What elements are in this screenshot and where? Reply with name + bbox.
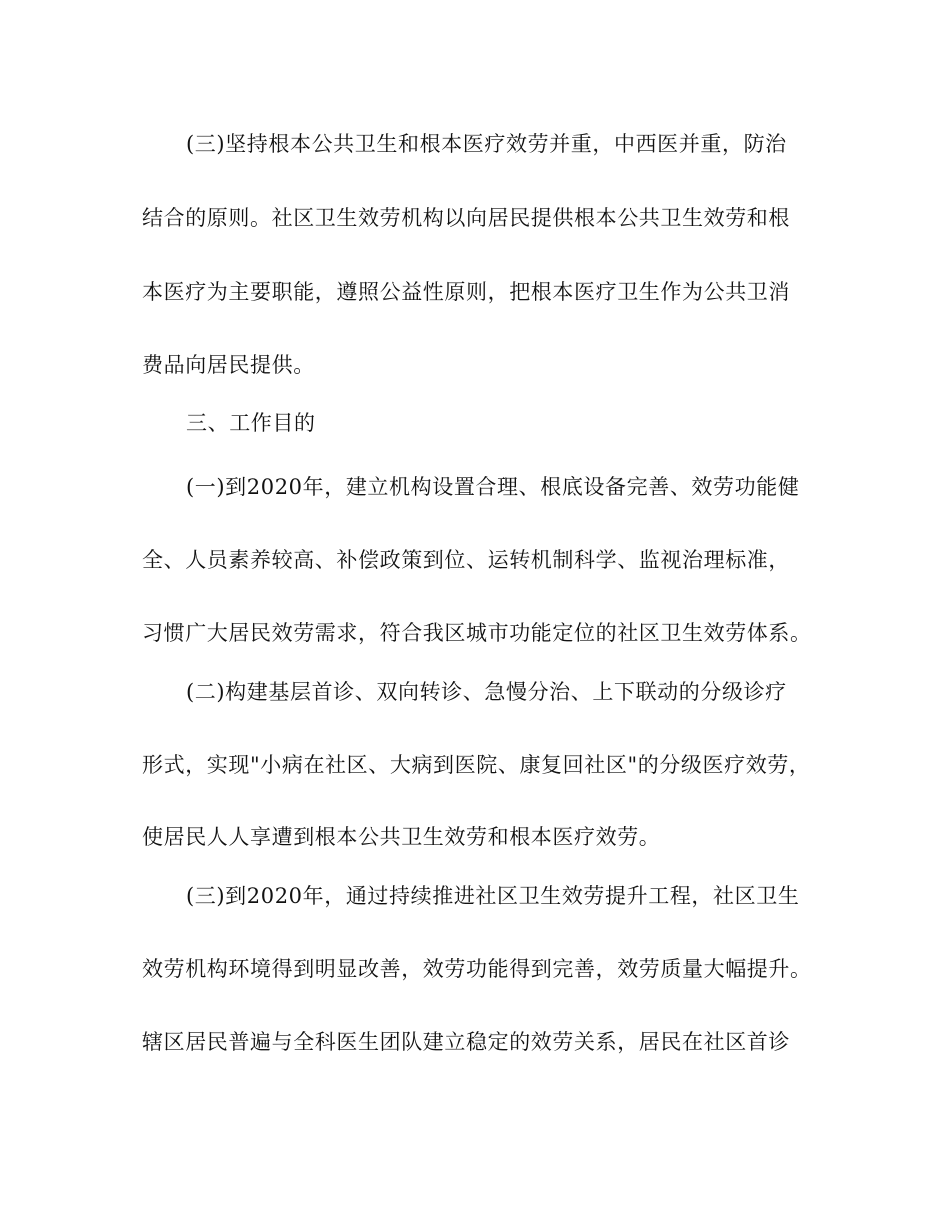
paragraph-line: 全、人员素养较高、补偿政策到位、运转机制科学、监视治理标准， [142,548,790,572]
paragraph-line: (三)坚持根本公共卫生和根本医疗效劳并重，中西医并重，防治 [186,132,787,156]
paragraph-line: (一)到2020年，建立机构设置合理、根底设备完善、效劳功能健 [186,475,800,499]
paragraph-line: 辖区居民普遍与全科医生团队建立稳定的效劳关系，居民在社区首诊 [142,1030,790,1054]
paragraph-line: 习惯广大居民效劳需求，符合我区城市功能定位的社区卫生效劳体系。 [142,621,812,645]
paragraph-line: 费品向居民提供。 [142,353,315,377]
paragraph-line: 本医疗为主要职能，遵照公益性原则，把根本医疗卫生作为公共卫消 [142,280,790,304]
paragraph-line: (二)构建基层首诊、双向转诊、急慢分治、上下联动的分级诊疗 [186,680,787,704]
section-heading: 三、工作目的 [186,411,316,435]
paragraph-line: (三)到2020年，通过持续推进社区卫生效劳提升工程，社区卫生 [186,884,800,908]
paragraph-line: 形式，实现"小病在社区、大病到医院、康复回社区"的分级医疗效劳， [142,753,811,777]
paragraph-line: 结合的原则。社区卫生效劳机构以向居民提供根本公共卫生效劳和根 [142,206,790,230]
paragraph-line: 效劳机构环境得到明显改善，效劳功能得到完善，效劳质量大幅提升。 [142,957,812,981]
paragraph-line: 使居民人人享遭到根本公共卫生效劳和根本医疗效劳。 [142,825,661,849]
